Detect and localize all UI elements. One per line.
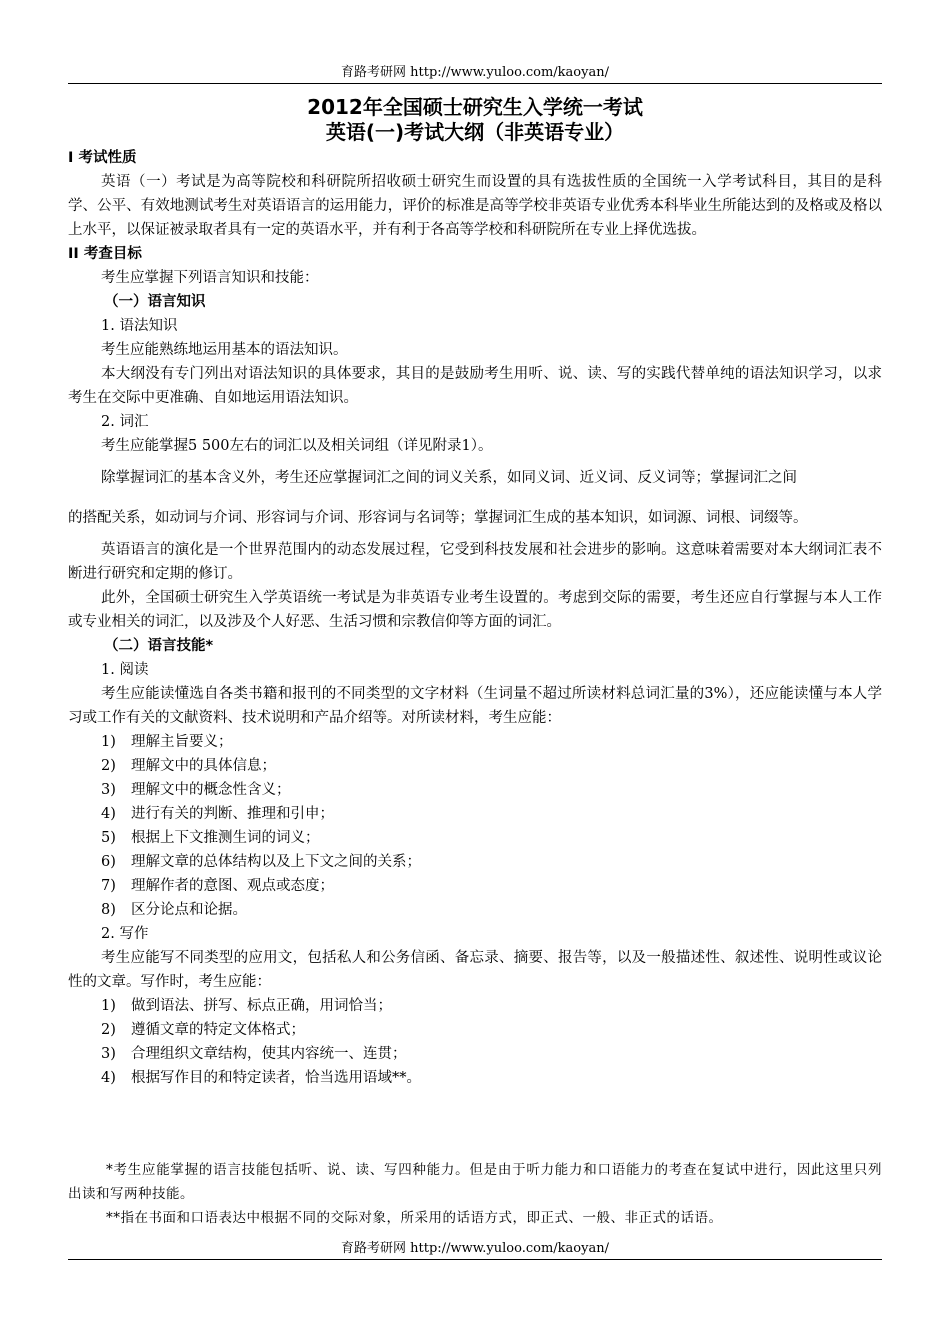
paragraph: 此外，全国硕士研究生入学英语统一考试是为非英语专业考生设置的。考虑到交际的需要，考生还应自行掌握与本人工作或专业相关的词汇，以及涉及个人好恶、生活习惯和宗教信仰等方面的词汇。 bbox=[68, 590, 882, 630]
paragraph: 除掌握词汇的基本含义外，考生还应掌握词汇之间的词义关系，如同义词、近义词、反义词等；掌握词汇之间 bbox=[101, 470, 797, 486]
list-item: 2) 遵循文章的特定文体格式； bbox=[101, 1022, 305, 1038]
list-item: 3) 理解文中的概念性含义； bbox=[101, 782, 291, 798]
list-item: 8) 区分论点和论据。 bbox=[101, 902, 247, 918]
document-subtitle: 英语(一)考试大纲（非英语专业） bbox=[325, 120, 625, 144]
document-page bbox=[68, 0, 882, 1344]
list-item: 1) 理解主旨要义； bbox=[101, 734, 233, 750]
paragraph: 考生应掌握下列语言知识和技能： bbox=[101, 270, 319, 286]
page-header: 育路考研网 http://www.yuloo.com/kaoyan/ bbox=[68, 64, 882, 84]
paragraph: 英语（一）考试是为高等院校和科研院所招收硕士研究生而设置的具有选拔性质的全国统一入学考试科目，其目的是科学、公平、有效地测试考生对英语语言的运用能力，评价的标准是高等学校非英语专业优秀本科毕业生所能达到的及格或及格以上水平，以保证被录取者具有一定的英语水平，并有利于各高等学校和科研院所在专业上择优选拔。 bbox=[68, 174, 882, 238]
list-item: 5) 根据上下文推测生词的词义； bbox=[101, 830, 320, 846]
list-item: 1) 做到语法、拼写、标点正确，用词恰当； bbox=[101, 998, 392, 1014]
list-item: 7) 理解作者的意图、观点或态度； bbox=[101, 878, 334, 894]
footnote: *考生应能掌握的语言技能包括听、说、读、写四种能力。但是由于听力能力和口语能力的考查在复试中进行，因此这里只列出读和写两种技能。 bbox=[68, 1162, 882, 1202]
list-item: 4) 进行有关的判断、推理和引申； bbox=[101, 806, 334, 822]
paragraph: 考生应能读懂选自各类书籍和报刊的不同类型的文字材料（生词量不超过所读材料总词汇量的3%），还应能读懂与本人学习或工作有关的文献资料、技术说明和产品介绍等。对所读材料，考生应能： bbox=[68, 686, 882, 726]
page-footer: 育路考研网 http://www.yuloo.com/kaoyan/ bbox=[68, 1240, 882, 1260]
paragraph: 考生应能掌握5 500左右的词汇以及相关词组（详见附录1）。 bbox=[101, 438, 493, 454]
document-title: 2012年全国硕士研究生入学统一考试 bbox=[307, 95, 643, 119]
item-title-vocabulary: 2. 词汇 bbox=[101, 414, 149, 430]
paragraph: 本大纲没有专门列出对语法知识的具体要求，其目的是鼓励考生用听、说、读、写的实践代替单纯的语法知识学习，以求考生在交际中更准确、自如地运用语法知识。 bbox=[68, 366, 882, 406]
footnotes bbox=[68, 1158, 882, 1230]
paragraph: 的搭配关系，如动词与介词、形容词与介词、形容词与名词等；掌握词汇生成的基本知识，如词源、词根、词缀等。 bbox=[68, 510, 808, 526]
paragraph: 考生应能写不同类型的应用文，包括私人和公务信函、备忘录、摘要、报告等，以及一般描述性、叙述性、说明性或议论性的文章。写作时，考生应能： bbox=[68, 950, 882, 990]
document-body bbox=[68, 146, 882, 1090]
list-item: 6) 理解文章的总体结构以及上下文之间的关系； bbox=[101, 854, 421, 870]
footnote: **指在书面和口语表达中根据不同的交际对象，所采用的话语方式，即正式、一般、非正式的话语。 bbox=[106, 1210, 723, 1226]
subsection-heading-knowledge: （一）语言知识 bbox=[104, 294, 206, 310]
section-heading-nature: I 考试性质 bbox=[68, 150, 137, 166]
list-item: 3) 合理组织文章结构，使其内容统一、连贯； bbox=[101, 1046, 407, 1062]
item-title-grammar: 1. 语法知识 bbox=[101, 318, 178, 334]
list-item: 2) 理解文中的具体信息； bbox=[101, 758, 276, 774]
subsection-heading-skills: （二）语言技能* bbox=[104, 638, 214, 654]
paragraph: 英语语言的演化是一个世界范围内的动态发展过程，它受到科技发展和社会进步的影响。这意味着需要对本大纲词汇表不断进行研究和定期的修订。 bbox=[68, 542, 882, 582]
paragraph: 考生应能熟练地运用基本的语法知识。 bbox=[101, 342, 348, 358]
item-title-writing: 2. 写作 bbox=[101, 926, 149, 942]
item-title-reading: 1. 阅读 bbox=[101, 662, 149, 678]
list-item: 4) 根据写作目的和特定读者，恰当选用语域**。 bbox=[101, 1070, 421, 1086]
section-heading-objectives: II 考查目标 bbox=[68, 246, 142, 262]
